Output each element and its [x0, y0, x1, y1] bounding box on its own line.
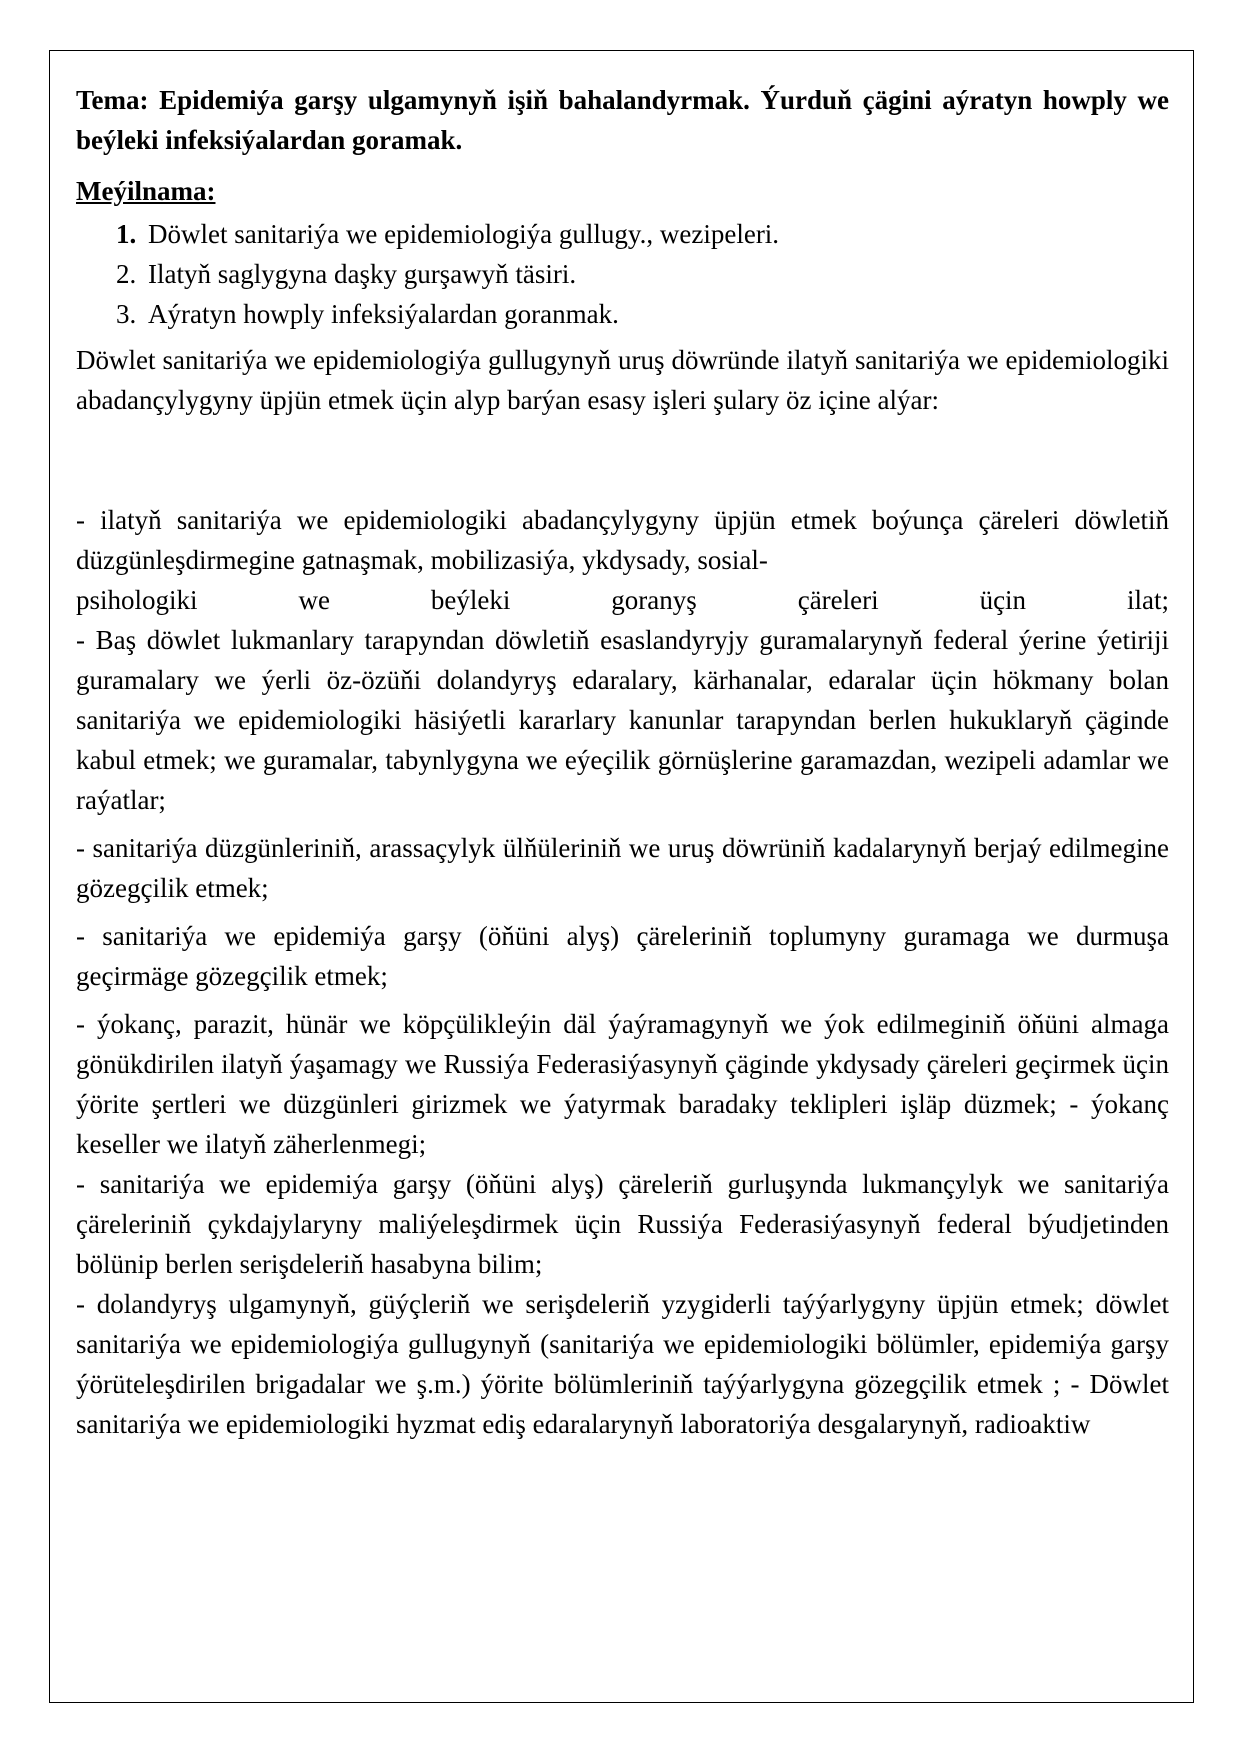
paragraph-1a: - ilatyň sanitariýa we epidemiologiki abadançylygyny üpjün etmek boýunça çäreleri döwletiň düzgünleşdirmegine gatnaşmak, mobilizasiýa, ykdysady, sosial-	[76, 505, 1169, 575]
plan-item-text: Aýratyn howply infeksiýalardan goranmak.	[148, 299, 619, 329]
plan-item	[76, 294, 1169, 334]
plan-item	[76, 214, 1169, 254]
intro-paragraph: Döwlet sanitariýa we epidemiologiýa gullugynyň uruş döwründe ilatyň sanitariýa we epidemiologiki abadançylygyny üpjün etmek üçin alyp barýan esasy işleri şulary öz içine alýar:	[76, 345, 1169, 415]
plan-item-number: 3.	[116, 299, 137, 329]
plan-heading: Meýilnama:	[76, 176, 216, 206]
paragraph-2: - sanitariýa düzgünleriniň, arassaçylyk ülňüleriniň we uruş döwrüniň kadalarynyň berjaý edilmegine gözegçilik etmek;	[76, 833, 1169, 903]
paragraph-1-rest: - Baş döwlet lukmanlary tarapyndan döwletiň esaslandyryjy guramalarynyň federal ýerine ýetiriji guramalary we ýerli öz-özüňi dolandyryş edaralary, kärhanalar, edaralar üçin hökmany bolan sanitariýa we epidemiologiki häsiýetli kararlary kanunlar tarapyndan berlen hukuklaryň çäginde kabul etmek; we guramalar, tabynlygyna we eýeçilik görnüşlerine garamazdan, wezipeli adamlar we raýatlar;	[76, 625, 1169, 815]
plan-item-number: 2.	[116, 259, 137, 289]
plan-item	[76, 254, 1169, 294]
paragraph-5: - sanitariýa we epidemiýa garşy (öňüni alyş) çäreleriň gurluşynda lukmançylyk we sanitariýa çäreleriniň çykdajylaryny maliýeleşdirmek üçin Russiýa Federasiýasynyň federal býudjetinden bölünip berlen serişdeleriň hasabyna bilim;	[76, 1169, 1169, 1279]
plan-list	[76, 214, 1169, 334]
paragraph-1b: psihologiki we beýleki goranyş çäreleri üçin ilat;	[76, 585, 1169, 615]
plan-item-text: Döwlet sanitariýa we epidemiologiýa gullugy., wezipeleri.	[148, 219, 780, 249]
paragraph-4: - ýokanç, parazit, hünär we köpçülikleýin däl ýaýramagynyň we ýok edilmeginiň öňüni almaga gönükdirilen ilatyň ýaşamagy we Russiýa Federasiýasynyň çäginde ykdysady çäreleri geçirmek üçin ýörite şertleri we düzgünleri girizmek we ýatyrmak baradaky teklipleri işläp düzmek; - ýokanç keseller we ilatyň zäherlenmegi;	[76, 1009, 1169, 1159]
document-body	[76, 80, 1169, 1444]
paragraph-3: - sanitariýa we epidemiýa garşy (öňüni alyş) çäreleriniň toplumyny guramaga we durmuşa geçirmäge gözegçilik etmek;	[76, 921, 1169, 991]
paragraph-6: - dolandyryş ulgamynyň, güýçleriň we serişdeleriň yzygiderli taýýarlygyny üpjün etmek; döwlet sanitariýa we epidemiologiýa gullugynyň (sanitariýa we epidemiologiki bölümler, epidemiýa garşy ýörüteleşdirilen brigadalar we ş.m.) ýörite bölümleriniň taýýarlygyna gözegçilik etmek ; - Döwlet sanitariýa we epidemiologiki hyzmat ediş edaralarynyň laboratoriýa desgalarynyň, radioaktiw	[76, 1289, 1169, 1439]
plan-item-number: 1.	[116, 219, 137, 249]
document-title: Tema: Epidemiýa garşy ulgamynyň işiň bahalandyrmak. Ýurduň çägini aýratyn howply we beýleki infeksiýalardan goramak.	[76, 85, 1169, 155]
page-frame	[49, 50, 1194, 1703]
plan-item-text: Ilatyň saglygyna daşky gurşawyň täsiri.	[148, 259, 577, 289]
